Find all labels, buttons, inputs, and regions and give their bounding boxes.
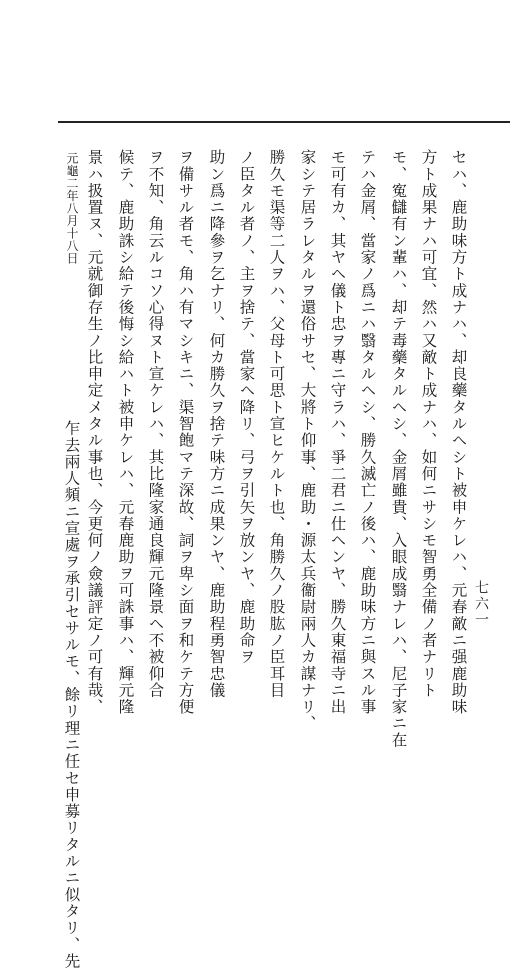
text-column-11: ヲ不知、角云ルコソ心得ヌト宣ケレハ、其比隆家通良輝元隆景ヘ不被仰合: [146, 149, 165, 699]
text-column-6: 家シテ居ラレタルヲ還俗サセ、大將ト仰事、鹿助・源太兵衞尉兩人カ謀ナリ、: [298, 149, 317, 732]
page-number: 七六一: [473, 580, 489, 628]
text-column-3: モ、寃讎有ン輩ハ、却テ毒藥タルヘシ、金屑雖貴、入眼成翳ナレハ、尼子家ニ在: [389, 149, 408, 749]
text-column-13: 景ハ扱置ヌ、元就御存生ノ比申定メタル事也、今更何ノ僉議評定ノ可有哉、: [85, 149, 104, 716]
text-column-5: モ可有カ、其ヤヘ儀ト忠ヲ專ニ守ラハ、爭二君ニ仕ヘンヤ、勝久東福寺ニ出: [328, 149, 347, 716]
text-column-1: セハ、鹿助味方ト成ナハ、却良藥タルヘシト被申ケレハ、元春敵ニ强鹿助味: [449, 149, 468, 716]
text-column-8: ノ臣タル者ノ、主ヲ捨テ、當家ヘ降リ、弓ヲ引矢ヲ放ンヤ、鹿助命ヲ: [237, 149, 256, 666]
text-column-9: 助ン爲ニ降參ヲ乞ナリ、何カ勝久ヲ捨テ味方ニ成果ンヤ、鹿助程勇智忠儀: [207, 149, 226, 699]
header-rule: [58, 121, 510, 123]
text-column-12: 候テ、鹿助誅シ給テ後悔シ給ハト被申ケレハ、元春鹿助ヲ可誅事ハ、輝元隆: [116, 149, 135, 716]
text-column-4: テハ金屑、當家ノ爲ニハ翳タルヘシ、勝久滅亡ノ後ハ、鹿助味方ニ與スル事: [358, 149, 377, 716]
text-column-14: 乍去兩人頻ニ宣處ヲ承引セサルモ、餘リ理ニ任セ申募リタルニ似タリ、先: [62, 420, 81, 969]
date-line: 元龜二年八月十八日: [65, 152, 79, 265]
text-column-10: ヲ備サル者モ、角ハ有マシキニ、渠智飽マテ深故、詞ヲ卑シ面ヲ和ケテ方便: [176, 149, 195, 716]
text-column-2: 方ト成果ナハ可宜、然ハ又敵ト成ナハ、如何ニサシモ智勇全備ノ者ナリト: [419, 149, 438, 699]
text-column-7: 勝久モ渠等二人ヲハ、父母ト可思ト宣ヒケルト也、角勝久ノ股肱ノ臣耳目: [267, 149, 286, 699]
